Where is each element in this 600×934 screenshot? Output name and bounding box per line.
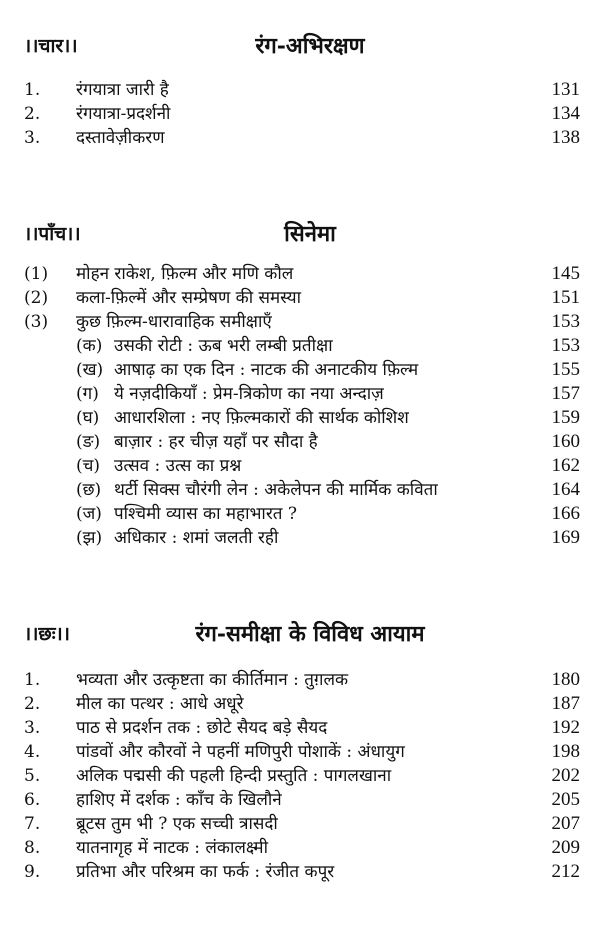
- toc-entry[interactable]: [0, 502, 600, 526]
- entry-title: पांडवों और कौरवों ने पहनीं मणिपुरी पोशाकें : अंधायुग: [76, 742, 405, 762]
- section-heading: [0, 30, 600, 60]
- entry-page-number: 160: [551, 431, 580, 452]
- toc-entry[interactable]: [0, 430, 600, 454]
- section-number: ।।चार।।: [24, 35, 78, 57]
- entry-page-number: 169: [551, 527, 580, 548]
- entry-number: (ङ): [76, 432, 101, 452]
- section-title: रंग-अभिरक्षण: [255, 33, 365, 59]
- entry-page-number: 212: [551, 861, 580, 882]
- entry-title: हाशिए में दर्शक : काँच के खिलौने: [76, 790, 282, 810]
- entry-title: दस्तावेज़ीकरण: [76, 128, 165, 148]
- entry-page-number: 157: [551, 383, 580, 404]
- entry-title: बाज़ार : हर चीज़ यहाँ पर सौदा है: [114, 432, 318, 452]
- entry-title: ब्रूटस तुम भी ? एक सच्ची त्रासदी: [76, 814, 278, 834]
- section-number: ।।पाँच।।: [24, 223, 81, 245]
- entry-page-number: 134: [551, 103, 580, 124]
- toc-entry[interactable]: [0, 262, 600, 286]
- entry-number: (1): [24, 264, 49, 284]
- entry-title: रंगयात्रा जारी है: [76, 80, 169, 100]
- entry-page-number: 162: [551, 455, 580, 476]
- entry-title: ये नज़दीकियाँ : प्रेम-त्रिकोण का नया अन्दाज़: [114, 384, 384, 404]
- toc-entry[interactable]: [0, 836, 600, 860]
- entry-title: मील का पत्थर : आधे अधूरे: [76, 694, 244, 714]
- entry-number: 6.: [24, 790, 41, 810]
- toc-entry[interactable]: [0, 334, 600, 358]
- entry-page-number: 153: [551, 311, 580, 332]
- entry-list: [0, 262, 600, 550]
- entry-number: 4.: [24, 742, 41, 762]
- entry-page-number: 155: [551, 359, 580, 380]
- entry-number: (झ): [76, 528, 103, 548]
- entry-number: (2): [24, 288, 49, 308]
- entry-number: 2.: [24, 104, 41, 124]
- toc-entry[interactable]: [0, 788, 600, 812]
- toc-section: [0, 218, 600, 248]
- entry-title: पश्चिमी व्यास का महाभारत ?: [114, 504, 297, 524]
- entry-number: 2.: [24, 694, 41, 714]
- entry-title: आषाढ़ का एक दिन : नाटक की अनाटकीय फ़िल्म: [114, 360, 419, 380]
- toc-section: [0, 30, 600, 60]
- entry-number: (घ): [76, 408, 100, 428]
- entry-page-number: 202: [551, 765, 580, 786]
- toc-entry[interactable]: [0, 668, 600, 692]
- entry-title: थर्टी सिक्स चौरंगी लेन : अकेलेपन की मार्मिक कविता: [114, 480, 438, 500]
- toc-entry[interactable]: [0, 102, 600, 126]
- toc-entry[interactable]: [0, 358, 600, 382]
- toc-entry[interactable]: [0, 716, 600, 740]
- entry-title: प्रतिभा और परिश्रम का फर्क : रंजीत कपूर: [76, 862, 335, 882]
- entry-number: 7.: [24, 814, 41, 834]
- entry-page-number: 164: [551, 479, 580, 500]
- entry-title: उत्सव : उत्स का प्रश्न: [114, 456, 242, 476]
- toc-entry[interactable]: [0, 382, 600, 406]
- entry-page-number: 209: [551, 837, 580, 858]
- toc-section: [0, 618, 600, 648]
- toc-entry[interactable]: [0, 126, 600, 150]
- toc-entry[interactable]: [0, 406, 600, 430]
- entry-page-number: 153: [551, 335, 580, 356]
- entry-number: (3): [24, 312, 49, 332]
- toc-entry[interactable]: [0, 764, 600, 788]
- toc-entry[interactable]: [0, 526, 600, 550]
- entry-page-number: 145: [551, 263, 580, 284]
- entry-page-number: 138: [551, 127, 580, 148]
- entry-number: (क): [76, 336, 103, 356]
- entry-title: उसकी रोटी : ऊब भरी लम्बी प्रतीक्षा: [114, 336, 333, 356]
- toc-entry[interactable]: [0, 812, 600, 836]
- entry-number: (ख): [76, 360, 104, 380]
- entry-page-number: 131: [551, 79, 580, 100]
- toc-entry[interactable]: [0, 454, 600, 478]
- entry-title: आधारशिला : नए फ़िल्मकारों की सार्थक कोशिश: [114, 408, 409, 428]
- entry-page-number: 192: [551, 717, 580, 738]
- toc-entry[interactable]: [0, 310, 600, 334]
- entry-list: [0, 668, 600, 884]
- entry-title: कला-फ़िल्में और सम्प्रेषण की समस्या: [76, 288, 302, 308]
- toc-entry[interactable]: [0, 692, 600, 716]
- entry-number: (छ): [76, 480, 102, 500]
- entry-title: पाठ से प्रदर्शन तक : छोटे सैयद बड़े सैयद: [76, 718, 328, 738]
- entry-number: 8.: [24, 838, 41, 858]
- entry-number: 1.: [24, 670, 41, 690]
- entry-number: 9.: [24, 862, 41, 882]
- entry-page-number: 159: [551, 407, 580, 428]
- entry-page-number: 187: [551, 693, 580, 714]
- section-number: ।।छः।।: [24, 623, 70, 645]
- entry-number: 3.: [24, 718, 41, 738]
- entry-title: रंगयात्रा-प्रदर्शनी: [76, 104, 171, 124]
- entry-number: (ज): [76, 504, 102, 524]
- entry-list: [0, 78, 600, 150]
- entry-page-number: 151: [551, 287, 580, 308]
- entry-title: मोहन राकेश, फ़िल्म और मणि कौल: [76, 264, 294, 284]
- entry-number: (ग): [76, 384, 99, 404]
- entry-number: 1.: [24, 80, 41, 100]
- entry-title: अधिकार : शमां जलती रही: [114, 528, 279, 548]
- entry-page-number: 205: [551, 789, 580, 810]
- toc-entry[interactable]: [0, 78, 600, 102]
- entry-page-number: 180: [551, 669, 580, 690]
- entry-page-number: 207: [551, 813, 580, 834]
- section-heading: [0, 218, 600, 248]
- entry-number: 5.: [24, 766, 41, 786]
- toc-entry[interactable]: [0, 860, 600, 884]
- toc-entry[interactable]: [0, 286, 600, 310]
- entry-number: (च): [76, 456, 101, 476]
- toc-entry[interactable]: [0, 740, 600, 764]
- section-heading: [0, 618, 600, 648]
- section-title: रंग-समीक्षा के विविध आयाम: [195, 621, 425, 647]
- entry-title: अलिक पद्मसी की पहली हिन्दी प्रस्तुति : पागलखाना: [76, 766, 392, 786]
- entry-page-number: 198: [551, 741, 580, 762]
- entry-title: यातनागृह में नाटक : लंकालक्ष्मी: [76, 838, 269, 858]
- toc-entry[interactable]: [0, 478, 600, 502]
- entry-title: कुछ फ़िल्म-धारावाहिक समीक्षाएँ: [76, 312, 272, 332]
- entry-page-number: 166: [551, 503, 580, 524]
- entry-number: 3.: [24, 128, 41, 148]
- entry-title: भव्यता और उत्कृष्टता का कीर्तिमान : तुग़लक: [76, 670, 349, 690]
- section-title: सिनेमा: [284, 221, 336, 247]
